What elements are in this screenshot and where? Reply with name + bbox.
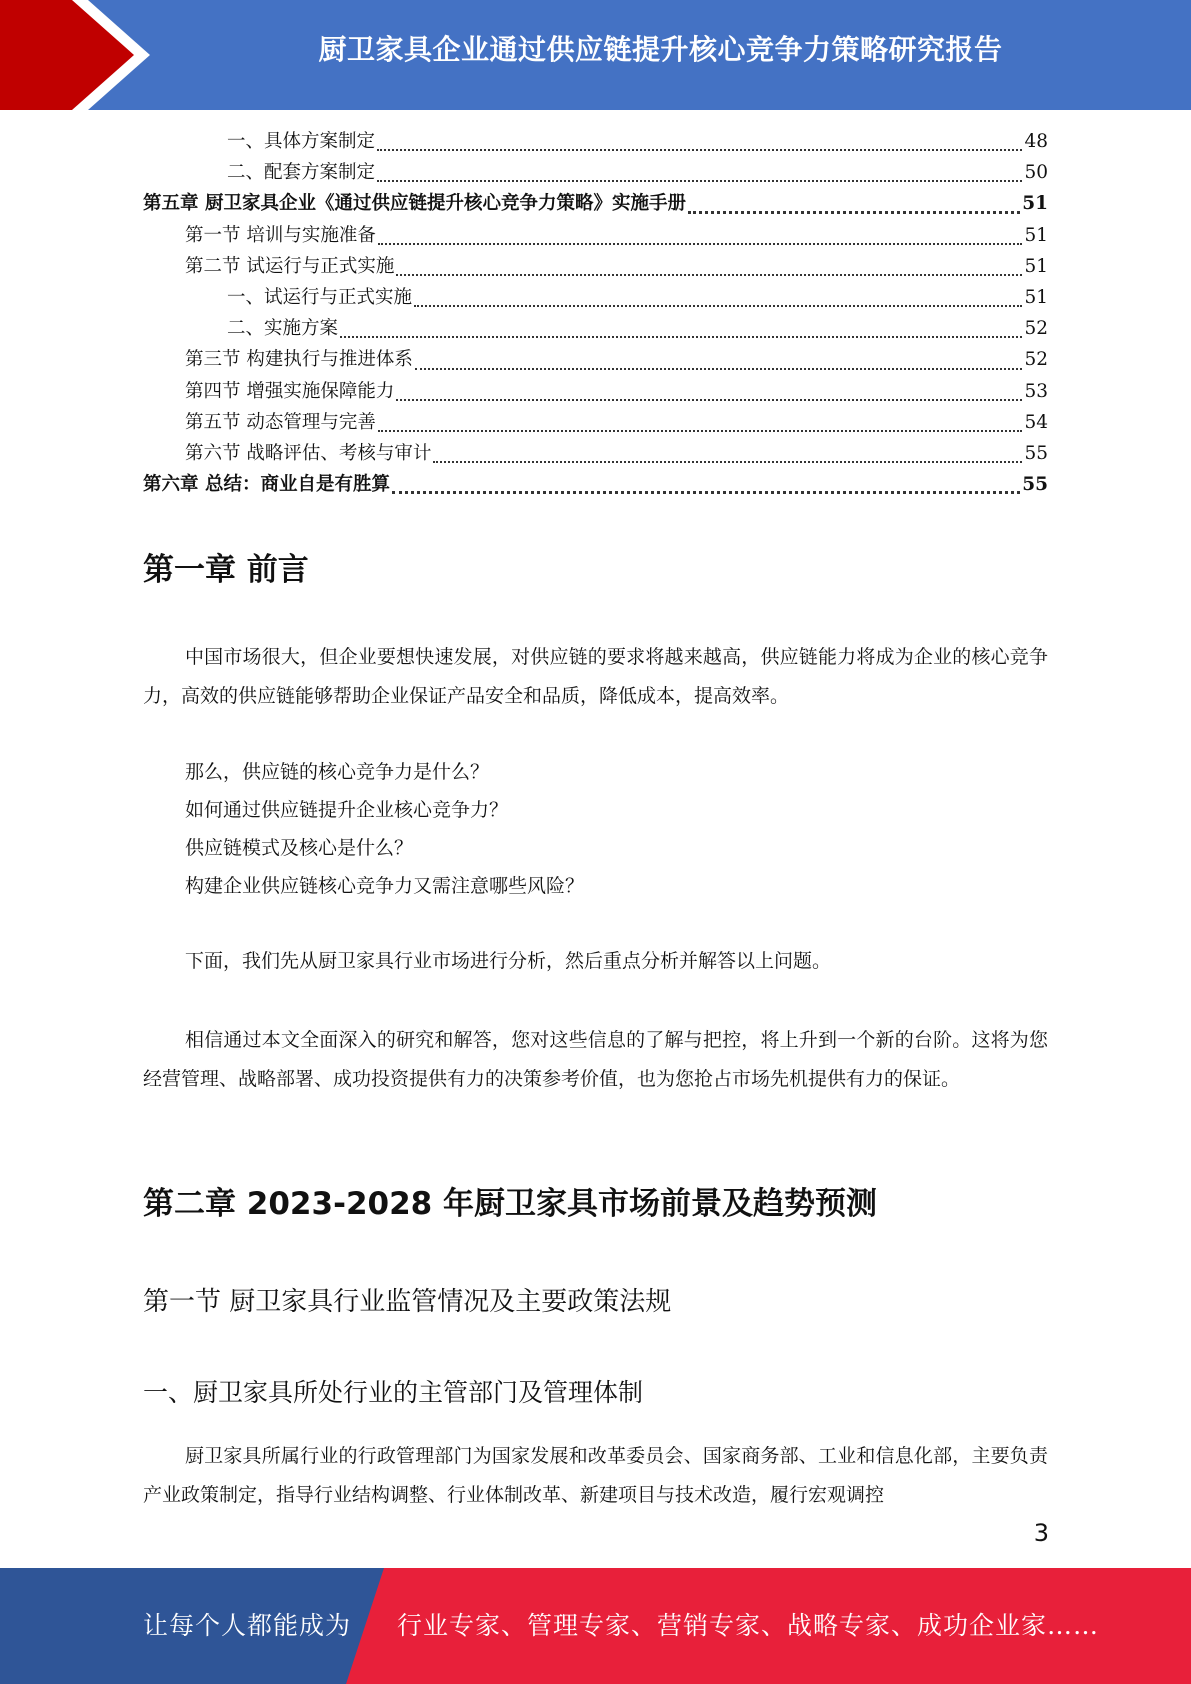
chapter-1-paragraph-3: 相信通过本文全面深入的研究和解答，您对这些信息的了解与把控，将上升到一个新的台阶。这将为您经营管理、战略部署、成功投资提供有力的决策参考价值，也为您抢占市场先机提供有力的保证。	[143, 1029, 1048, 1090]
toc-entry-page: 51	[1024, 224, 1048, 246]
toc-entry[interactable]	[143, 377, 1048, 408]
toc-entry-title: 一、试运行与正式实施	[227, 286, 413, 308]
toc-entry-title: 一、具体方案制定	[227, 131, 376, 152]
toc-entry[interactable]	[143, 127, 1048, 158]
toc-leader-dots	[340, 335, 1022, 338]
toc-entry[interactable]	[143, 314, 1048, 345]
footer-slogan-right: 行业专家、管理专家、营销专家、战略专家、成功企业家……	[397, 1611, 1100, 1640]
toc-leader-dots	[688, 210, 1020, 214]
toc-entry[interactable]	[143, 221, 1048, 252]
toc-leader-dots	[414, 304, 1022, 307]
toc-leader-dots	[396, 398, 1022, 401]
toc-entry-page: 51	[1024, 286, 1048, 308]
subsection-heading: 一、厨卫家具所处行业的主管部门及管理体制	[143, 1378, 644, 1407]
footer-slogan-left: 让每个人都能成为	[143, 1611, 352, 1640]
section-heading: 第一节 厨卫家具行业监管情况及主要政策法规	[143, 1287, 672, 1317]
toc-leader-dots	[396, 273, 1022, 276]
toc-leader-dots	[415, 367, 1023, 370]
toc-entry-chapter[interactable]	[143, 189, 1048, 220]
question-item: 如何通过供应链提升企业核心竞争力？	[185, 799, 509, 821]
toc-leader-dots	[377, 148, 1022, 151]
table-of-contents	[143, 127, 1048, 501]
toc-entry-title: 二、配套方案制定	[227, 162, 376, 184]
question-item: 构建企业供应链核心竞争力又需注意哪些风险？	[185, 875, 585, 897]
toc-leader-dots	[378, 429, 1023, 432]
toc-entry-title: 第六节 战略评估、考核与审计	[185, 442, 432, 464]
toc-entry[interactable]	[143, 408, 1048, 439]
toc-entry-page: 52	[1024, 318, 1048, 340]
page-number: 3	[1033, 1519, 1049, 1547]
toc-entry-page: 52	[1024, 349, 1048, 371]
toc-entry-page: 51	[1022, 193, 1048, 215]
toc-entry[interactable]	[143, 283, 1048, 314]
toc-entry-title: 第四节 增强实施保障能力	[185, 380, 395, 402]
toc-entry-title: 第三节 构建执行与推进体系	[185, 349, 413, 371]
report-title: 厨卫家具企业通过供应链提升核心竞争力策略研究报告	[318, 33, 1003, 66]
toc-entry-page: 51	[1024, 255, 1048, 277]
toc-entry-page: 55	[1024, 442, 1048, 464]
toc-entry[interactable]	[143, 439, 1048, 470]
toc-entry-page: 55	[1022, 474, 1048, 496]
toc-entry-page: 54	[1024, 411, 1048, 433]
toc-entry-page: 53	[1024, 380, 1048, 402]
chapter-2-heading: 第二章 2023-2028 年厨卫家具市场前景及趋势预测	[143, 1186, 878, 1222]
toc-entry-title: 第二节 试运行与正式实施	[185, 255, 395, 277]
toc-entry-chapter[interactable]	[143, 470, 1048, 501]
toc-entry-title: 第一节 培训与实施准备	[185, 224, 376, 246]
toc-entry-title: 二、实施方案	[227, 318, 339, 340]
chapter-1-paragraph-2: 下面，我们先从厨卫家具行业市场进行分析，然后重点分析并解答以上问题。	[185, 950, 832, 972]
toc-entry-page: 48	[1024, 131, 1048, 152]
toc-entry-page: 50	[1024, 162, 1048, 184]
page-footer	[0, 1568, 1191, 1684]
toc-entry[interactable]	[143, 252, 1048, 283]
toc-leader-dots	[378, 242, 1023, 245]
toc-entry-title: 第六章 总结：商业自是有胜算	[143, 474, 390, 496]
toc-entry-title: 第五节 动态管理与完善	[185, 411, 376, 433]
chapter-1-paragraph-1: 中国市场很大，但企业要想快速发展，对供应链的要求将越来越高，供应链能力将成为企业的核心竞争力，高效的供应链能够帮助企业保证产品安全和品质，降低成本，提高效率。	[143, 646, 1048, 707]
question-item: 那么，供应链的核心竞争力是什么？	[185, 761, 490, 783]
toc-entry-title: 第五章 厨卫家具企业《通过供应链提升核心竞争力策略》实施手册	[143, 193, 686, 215]
toc-leader-dots	[433, 460, 1022, 463]
chapter-1-heading: 第一章 前言	[143, 552, 309, 588]
toc-leader-dots	[392, 490, 1020, 494]
toc-leader-dots	[377, 179, 1022, 182]
toc-entry[interactable]	[143, 158, 1048, 189]
question-item: 供应链模式及核心是什么？	[185, 837, 414, 859]
chapter-2-paragraph-1: 厨卫家具所属行业的行政管理部门为国家发展和改革委员会、国家商务部、工业和信息化部，主要负责产业政策制定，指导行业结构调整、行业体制改革、新建项目与技术改造，履行宏观调控	[143, 1445, 1048, 1506]
toc-entry[interactable]	[143, 345, 1048, 376]
page-header	[0, 0, 1191, 110]
